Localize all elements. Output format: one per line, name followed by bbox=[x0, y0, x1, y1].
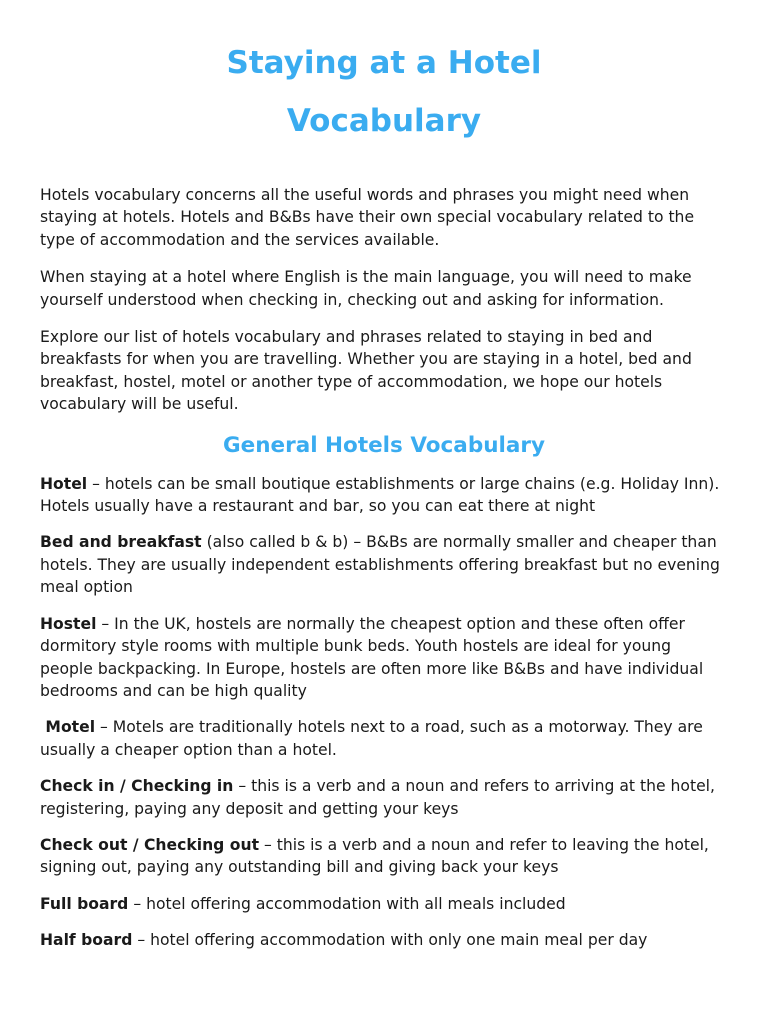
vocab-entry-hotel bbox=[40, 473, 728, 518]
vocab-definition: – hotel offering accommodation with only one main meal per day bbox=[132, 931, 648, 950]
vocab-entry-half-board bbox=[40, 929, 728, 951]
page-title bbox=[40, 34, 728, 150]
vocab-term: Bed and breakfast bbox=[40, 533, 202, 552]
vocab-definition: (also called b & b) – B&Bs are normally smaller and cheaper than hotels. They are usually independent establishments offering breakfast but no evening meal option bbox=[40, 533, 720, 597]
vocab-term: Half board bbox=[40, 931, 133, 950]
vocab-entry-motel bbox=[40, 716, 728, 761]
section-heading: General Hotels Vocabulary bbox=[222, 432, 546, 458]
vocab-term: Hotel bbox=[40, 474, 88, 493]
intro-section bbox=[40, 184, 728, 416]
intro-paragraph-3: Explore our list of hotels vocabulary and phrases related to staying in bed and breakfasts for when you are travelling. Whether you are staying in a hotel, bed and breakfast, hostel, motel or another type of accommodation, we hope our hotels vocabulary will be useful. bbox=[40, 328, 692, 414]
vocab-term: Hostel bbox=[40, 614, 97, 633]
intro-paragraph-2: When staying at a hotel where English is the main language, you will need to make yourself understood when checking in, checking out and asking for information. bbox=[40, 268, 692, 309]
vocab-definition: – this is a verb and a noun and refers to arriving at the hotel, registering, paying any deposit and getting your keys bbox=[40, 777, 715, 818]
vocab-definition: – hotel offering accommodation with all meals included bbox=[128, 894, 566, 913]
vocab-entry-hostel bbox=[40, 613, 728, 703]
vocab-term: Check out / Checking out bbox=[40, 835, 260, 854]
vocab-definition: – In the UK, hostels are normally the cheapest option and these often offer dormitory style rooms with multiple bunk beds. Youth hostels are ideal for young people backpacking. In Europe, hostels are often more like B&Bs and have individual bedrooms and can be high quality bbox=[40, 614, 704, 700]
vocab-definition: – Motels are traditionally hotels next to a road, such as a motorway. They are usually a cheaper option than a hotel. bbox=[40, 718, 703, 759]
vocab-definition: – this is a verb and a noun and refer to leaving the hotel, signing out, paying any outstanding bill and giving back your keys bbox=[40, 835, 709, 877]
vocab-entry-bed-and-breakfast bbox=[40, 531, 728, 598]
vocab-entry-check-in bbox=[40, 775, 728, 820]
vocab-entry-full-board bbox=[40, 893, 728, 915]
title-line-2: Vocabulary bbox=[286, 103, 482, 139]
vocab-entry-check-out bbox=[40, 834, 728, 879]
vocabulary-list bbox=[40, 473, 728, 952]
vocab-term: Motel bbox=[40, 718, 96, 737]
title-line-1: Staying at a Hotel bbox=[226, 45, 542, 81]
vocab-term: Check in / Checking in bbox=[40, 777, 234, 796]
vocab-definition: – hotels can be small boutique establishments or large chains (e.g. Holiday Inn). Hotels usually have a restaurant and bar, so you can eat there at night bbox=[40, 474, 720, 516]
vocab-term: Full board bbox=[40, 894, 129, 913]
intro-paragraph-1: Hotels vocabulary concerns all the useful words and phrases you might need when staying at hotels. Hotels and B&Bs have their own special vocabulary related to the type of accommodation and the services available. bbox=[40, 186, 695, 249]
